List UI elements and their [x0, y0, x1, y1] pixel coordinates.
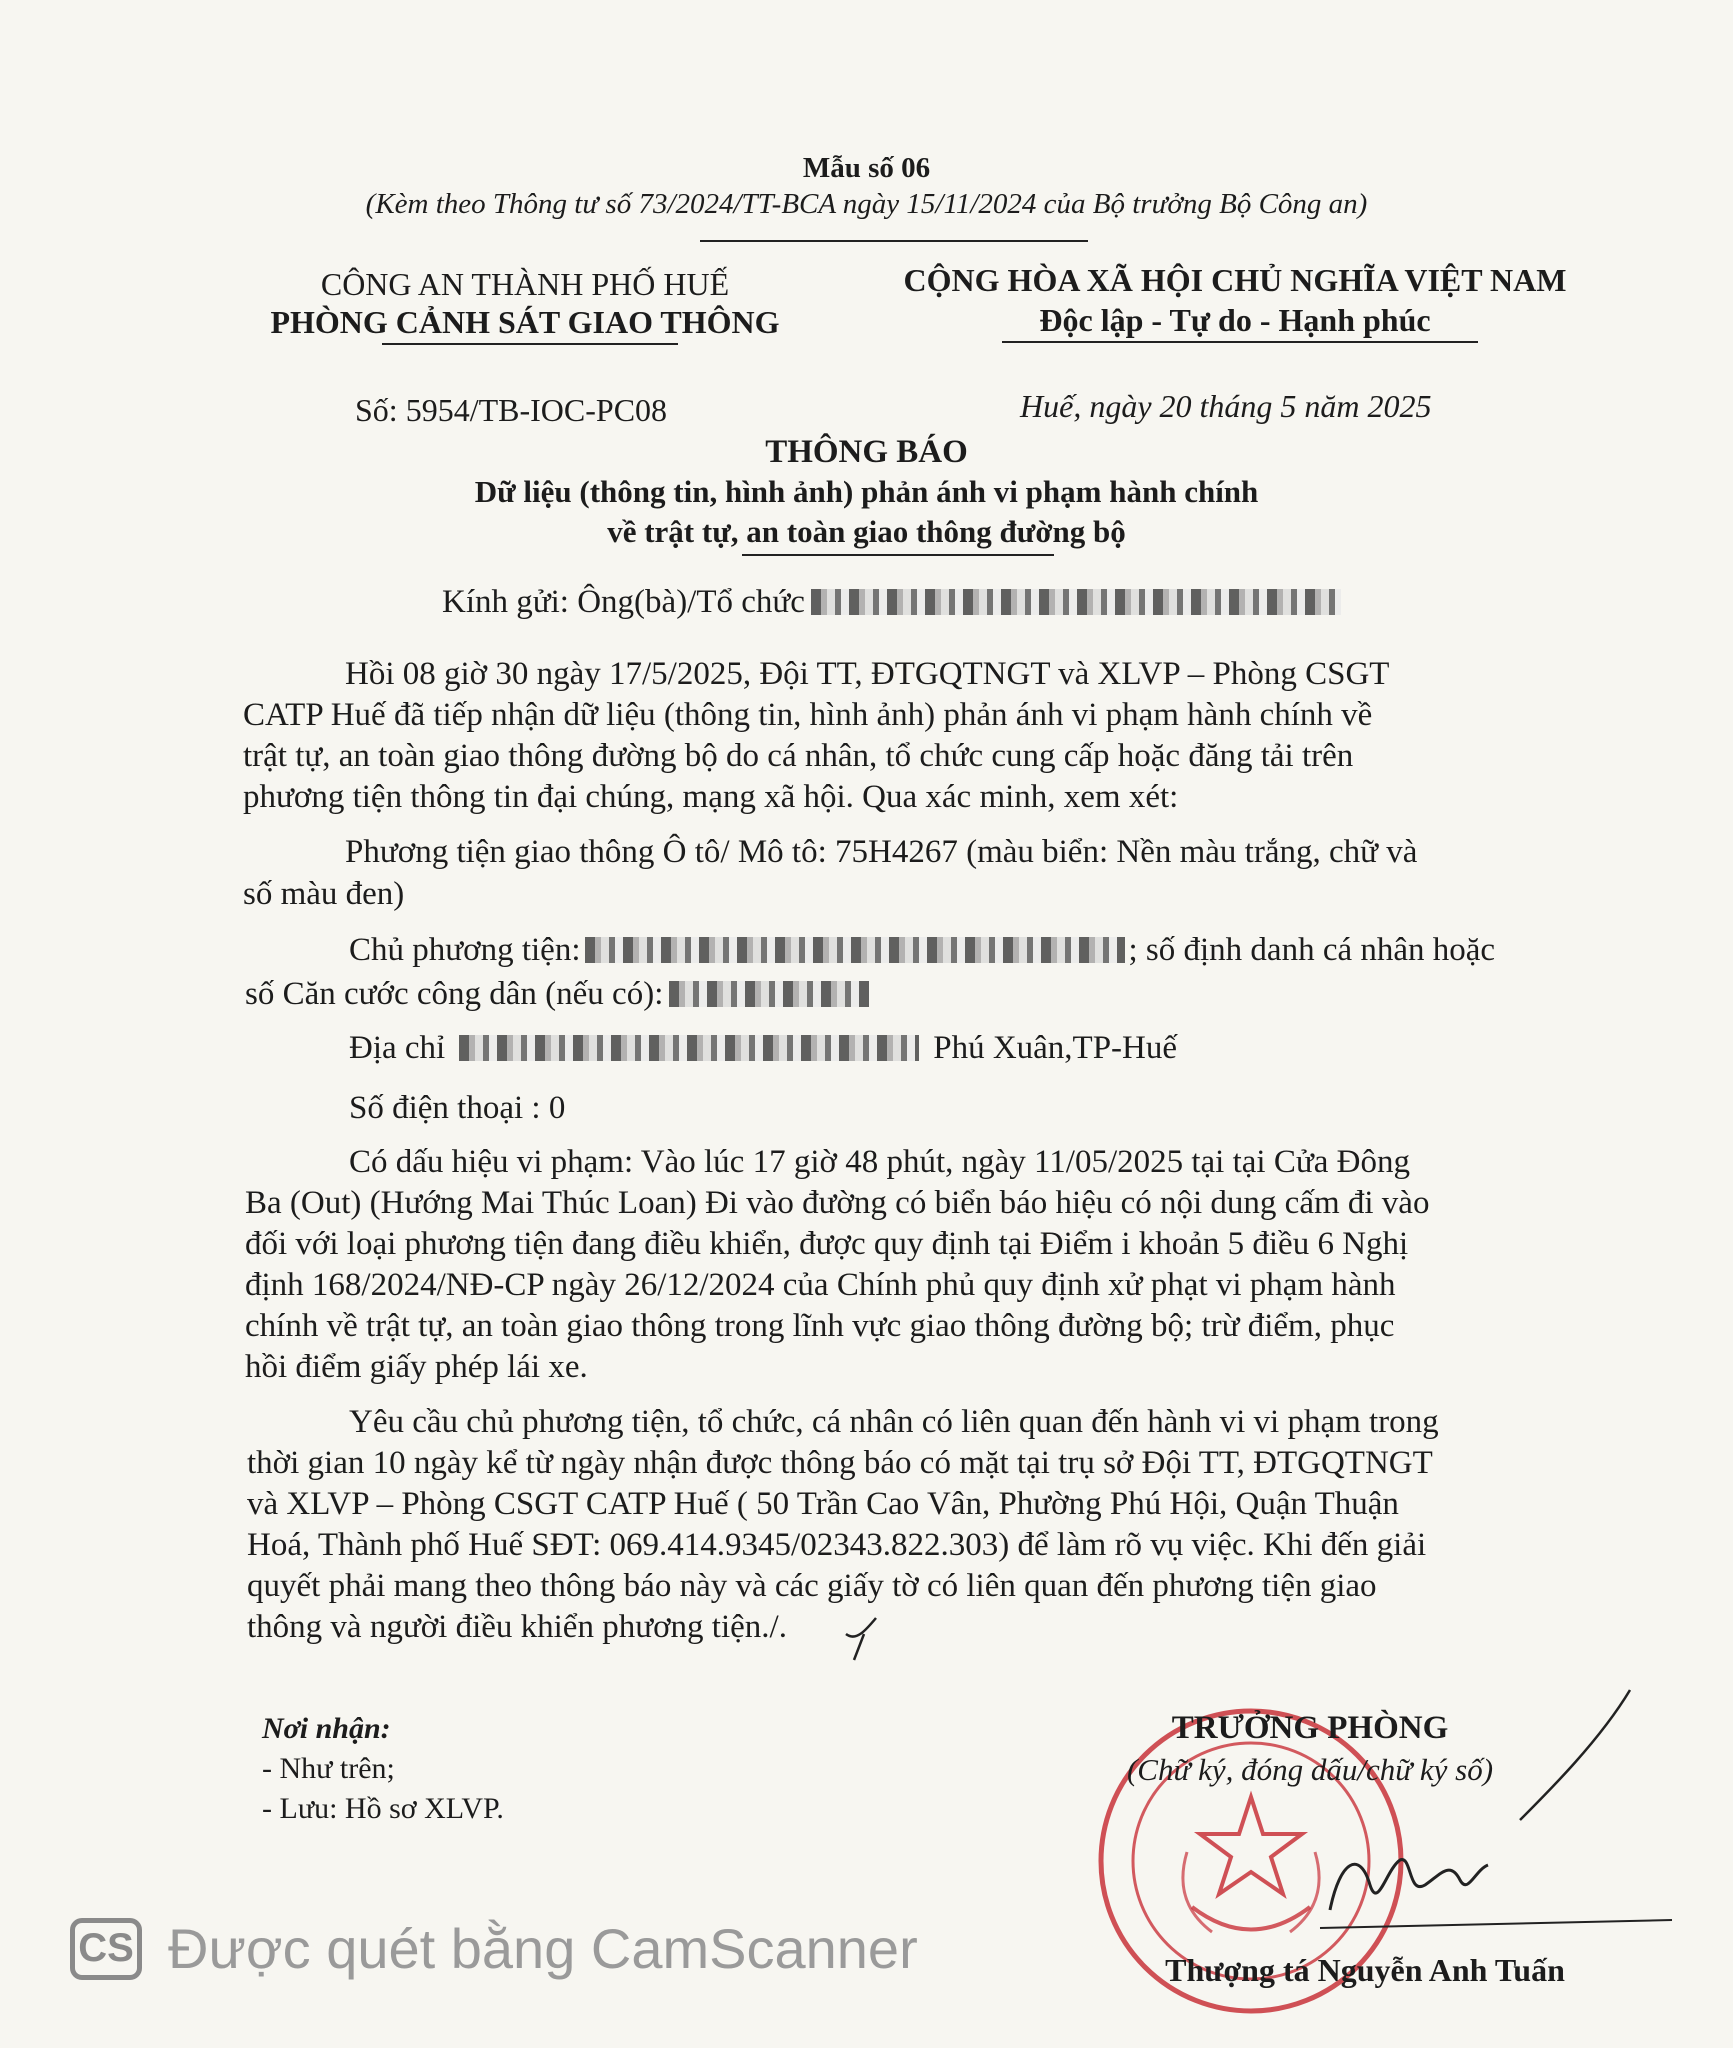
signer-position: TRƯỞNG PHÒNG [1171, 1710, 1449, 1746]
violation-line3: đối với loại phương tiện đang điều khiển, được quy định tại Điểm i khoản 5 điều 6 Nghị [245, 1226, 1409, 1262]
initial-mark-icon [842, 1612, 882, 1664]
national-motto: Độc lập - Tự do - Hạnh phúc [1039, 302, 1431, 338]
country-name: CỘNG HÒA XÃ HỘI CHỦ NGHĨA VIỆT NAM [903, 262, 1567, 298]
request-line2: thời gian 10 ngày kể từ ngày nhận được thông báo có mặt tại trụ sở Đội TT, ĐTGQTNGT [247, 1445, 1433, 1481]
violation-line5: chính về trật tự, an toàn giao thông trong lĩnh vực giao thông đường bộ; trừ điểm, phục [245, 1308, 1395, 1344]
vehicle-line2: số màu đen) [243, 876, 405, 912]
recipients-item-1: - Như trên; [262, 1752, 395, 1785]
redacted-recipient [811, 589, 1341, 615]
camscanner-watermark: Được quét bằng CamScanner [168, 1917, 918, 1980]
right-header-rule [1002, 341, 1478, 343]
para1-line2: CATP Huế đã tiếp nhận dữ liệu (thông tin, hình ảnh) phản ánh vi phạm hành chính về [243, 697, 1373, 733]
redacted-owner [585, 937, 1125, 963]
request-line1: Yêu cầu chủ phương tiện, tổ chức, cá nhân có liên quan đến hành vi vi phạm trong [349, 1404, 1439, 1440]
id-label: số Căn cước công dân (nếu có): [245, 976, 664, 1012]
owner-suffix: ; số định danh cá nhân hoặc [1128, 932, 1496, 968]
address-suffix: Phú Xuân,TP-Huế [933, 1030, 1178, 1066]
redacted-id [669, 981, 869, 1007]
title-rule [742, 554, 1054, 556]
notice-title: THÔNG BÁO [765, 434, 968, 470]
form-rule [700, 240, 1088, 242]
id-line [245, 976, 869, 1013]
violation-line6: hồi điểm giấy phép lái xe. [245, 1349, 588, 1385]
document-date: Huế, ngày 20 tháng 5 năm 2025 [1020, 388, 1432, 424]
recipients-item-2: - Lưu: Hồ sơ XLVP. [262, 1792, 504, 1825]
address-label: Địa chỉ [349, 1030, 446, 1066]
department-name: PHÒNG CẢNH SÁT GIAO THÔNG [270, 304, 780, 340]
vehicle-line1: Phương tiện giao thông Ô tô/ Mô tô: 75H4267 (màu biển: Nền màu trắng, chữ và [345, 834, 1418, 870]
left-header-rule [382, 343, 678, 345]
request-line4: Hoá, Thành phố Huế SĐT: 069.414.9345/02343.822.303) để làm rõ vụ việc. Khi đến giải [247, 1527, 1427, 1563]
para1-line1: Hồi 08 giờ 30 ngày 17/5/2025, Đội TT, ĐTGQTNGT và XLVP – Phòng CSGT [345, 656, 1390, 692]
phone-line: Số điện thoại : 0 [349, 1090, 566, 1126]
recipient-line [442, 584, 1341, 621]
request-line3: và XLVP – Phòng CSGT CATP Huế ( 50 Trần Cao Vân, Phường Phú Hội, Quận Thuận [247, 1486, 1399, 1522]
recipient-label: Kính gửi: Ông(bà)/Tổ chức [442, 584, 805, 620]
para1-line3: trật tự, an toàn giao thông đường bộ do cá nhân, tổ chức cung cấp hoặc đăng tải trên [243, 738, 1354, 774]
camscanner-logo: CS [70, 1918, 142, 1980]
owner-line [349, 932, 1495, 969]
signature-icon [1300, 1680, 1680, 1950]
form-number: Mẫu số 06 [802, 152, 931, 184]
signer-name: Thượng tá Nguyễn Anh Tuấn [1165, 1952, 1565, 1988]
form-reference: (Kèm theo Thông tư số 73/2024/TT-BCA ngày 15/11/2024 của Bộ trưởng Bộ Công an) [365, 188, 1368, 220]
violation-line2: Ba (Out) (Hướng Mai Thúc Loan) Đi vào đường có biển báo hiệu có nội dung cấm đi vào [245, 1185, 1430, 1221]
recipients-title: Nơi nhận: [262, 1712, 391, 1745]
violation-line4: định 168/2024/NĐ-CP ngày 26/12/2024 của Chính phủ quy định xử phạt vi phạm hành [245, 1267, 1396, 1303]
redacted-address [459, 1035, 919, 1061]
para1-line4: phương tiện thông tin đại chúng, mạng xã hội. Qua xác minh, xem xét: [243, 779, 1179, 815]
owner-label: Chủ phương tiện: [349, 932, 581, 968]
document-number: Số: 5954/TB-IOC-PC08 [355, 392, 668, 428]
agency-name: CÔNG AN THÀNH PHỐ HUẾ [320, 266, 730, 302]
notice-subtitle-2: về trật tự, an toàn giao thông đường bộ [607, 514, 1126, 549]
address-line [349, 1030, 1177, 1067]
violation-line1: Có dấu hiệu vi phạm: Vào lúc 17 giờ 48 phút, ngày 11/05/2025 tại tại Cửa Đông [349, 1144, 1410, 1180]
notice-subtitle-1: Dữ liệu (thông tin, hình ảnh) phản ánh vi phạm hành chính [474, 474, 1259, 509]
signature-note: (Chữ ký, đóng dấu/chữ ký số) [1126, 1752, 1494, 1787]
request-line6: thông và người điều khiển phương tiện./. [247, 1609, 787, 1645]
request-line5: quyết phải mang theo thông báo này và các giấy tờ có liên quan đến phương tiện giao [247, 1568, 1377, 1604]
